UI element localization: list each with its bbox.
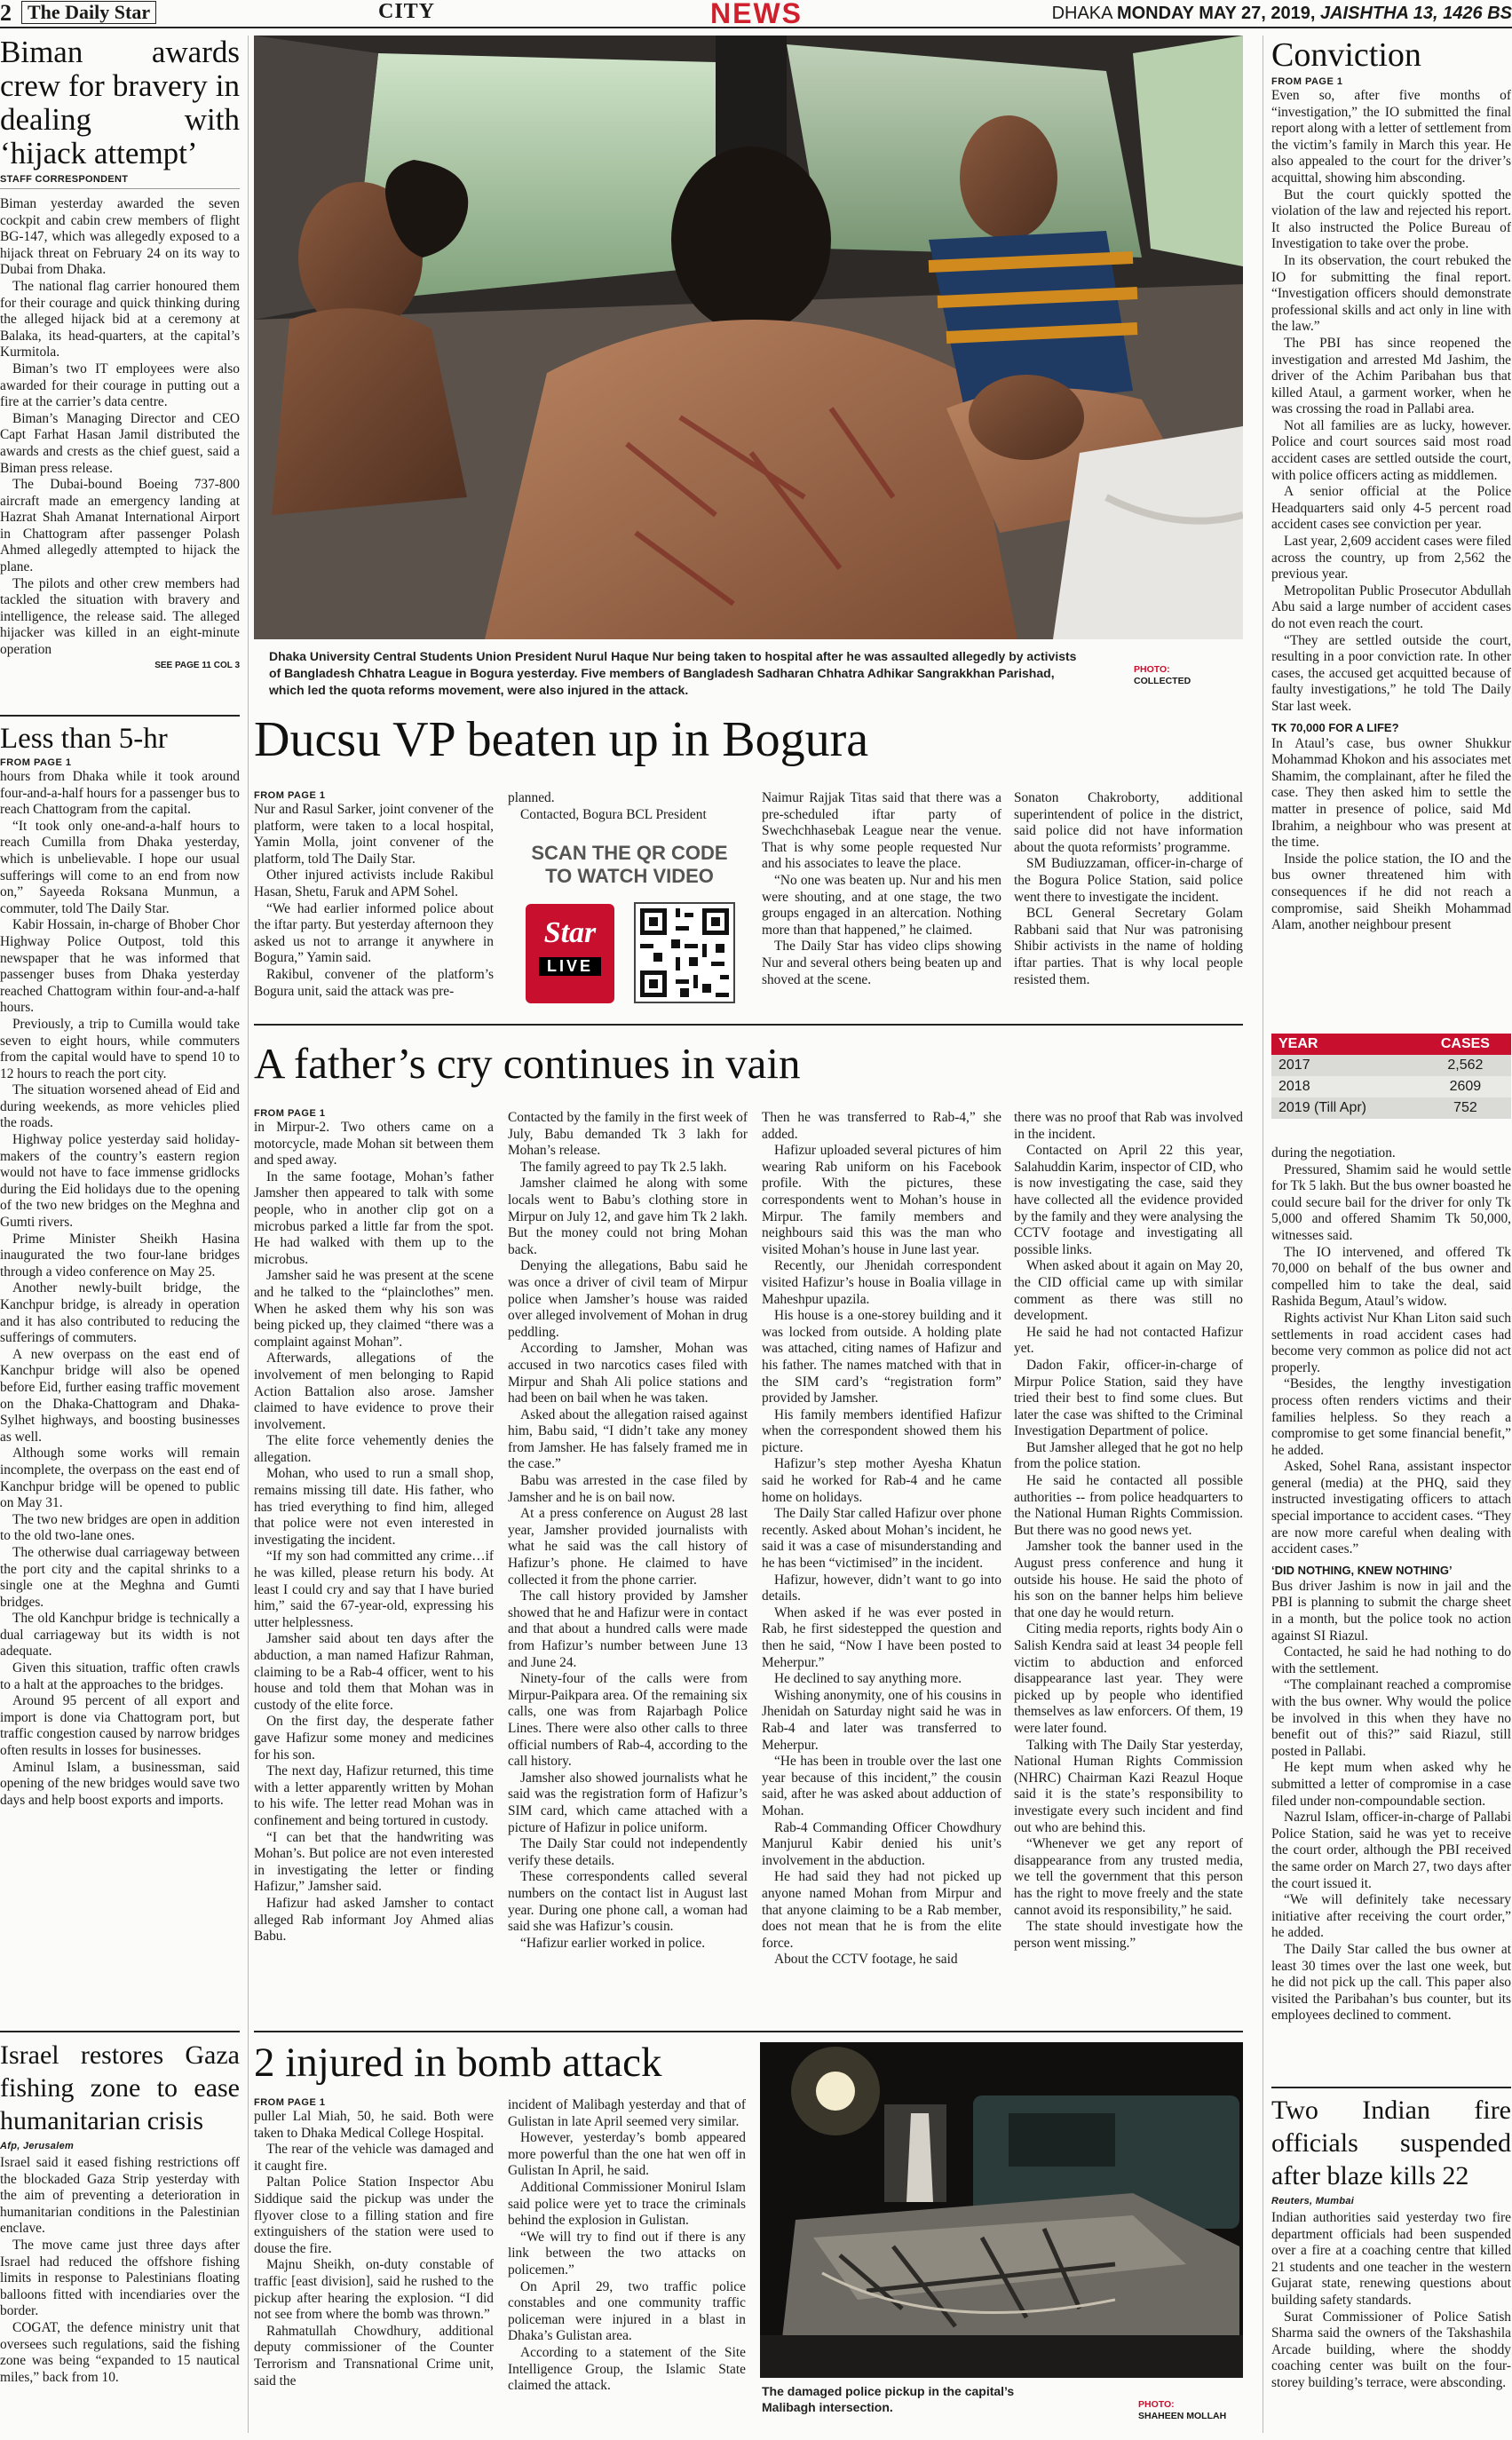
from-page-label: FROM PAGE 1 — [0, 757, 72, 768]
father-paragraph: in Mirpur-2. Two others came on a motorcycle, made Mohan sit between them and sped away. — [254, 1120, 494, 1169]
father-paragraph: His house is a one-storey building and it was locked from outside. A holding plate was attached, citing names of Hafizur and his father. The names matched with that in the SIM card’s “registration form” provided by Jamsher. — [762, 1308, 1001, 1406]
table-cell-year: 2017 — [1271, 1055, 1420, 1076]
father-paragraph: Jamsher took the banner used in the August press conference and hung it outside his house. He said the photo of his son on the banner helps him believe that one day he would return. — [1014, 1539, 1243, 1620]
father-paragraph: “Whenever we get any report of disappearance from any trusted media, we tell the government that this person has the right to move freely and the state cannot avoid its responsibility,” he said. — [1014, 1836, 1243, 1918]
column-divider — [248, 36, 249, 2433]
conviction-paragraph: The IO intervened, and offered Tk 70,000 on behalf of the bus owner and compelled him to take the deal, said Rashida Begum, Ataul’s widow. — [1271, 1244, 1511, 1310]
conviction-paragraph: “They are settled outside the court, resulting in a poor conviction rate. In other cases, the accused get acquitted because of faulty investigations,” he told The Daily Star last week. — [1271, 632, 1511, 714]
conviction-paragraph: Pressured, Shamim said he would settle for Tk 5 lakh. But the bus owner boasted he could secure bail for the driver for only Tk 5,000 and offered Shamim Tk 50,000, witnesses said. — [1271, 1161, 1511, 1243]
conviction-paragraph: In Ataul’s case, bus owner Shukkur Mohammad Khokon and his associates met Shamim, the complainant, after he filed the case. They then asked him to settle the matter in presence of police, said Md Ibrahim, a neighbour who was present at the time. — [1271, 735, 1511, 851]
qr-code-icon[interactable] — [634, 902, 735, 1003]
bomb-photo-caption: The damaged police pickup in the capital’s Malibagh intersection. — [762, 2384, 1015, 2414]
lead-paragraph: Nur and Rasul Sarker, joint convener of the platform, were taken to a local hospital, Yamin Molla, joint convener of the platform, told The Daily Star. — [254, 802, 494, 867]
father-paragraph: Jamsher claimed he along with some locals went to Babu’s clothing store in Mirpur on July 12, and gave him Tk 2 lakh. But the money could not bring Mohan back. — [508, 1176, 748, 1257]
father-paragraph: Jamsher said he was present at the scene and he talked to the “plainclothes” men. When he asked them why his son was being picked up, they claimed “there was a complaint against Mohan”. — [254, 1268, 494, 1350]
father-paragraph: The Daily Star could not independently verify these details. — [508, 1836, 748, 1868]
father-paragraph: “If my son had committed any crime…if he was killed, please return his body. At least I could cry and say that I have buried him,” said the 67-year-old, expressing his utter helplessness. — [254, 1549, 494, 1630]
lessthan-paragraph: hours from Dhaka while it took around four-and-a-half hours for a passenger bus to reach Chattogram from the capital. — [0, 769, 240, 818]
biman-headline: Biman awards crew for bravery in dealing with ‘hijack attempt’ — [0, 36, 240, 170]
father-paragraph: “Hafizur earlier worked in police. — [520, 1935, 706, 1951]
accident-cases-table — [1271, 1034, 1511, 1119]
table-cell-cases: 2,562 — [1420, 1055, 1511, 1076]
lead-paragraph: BCL General Secretary Golam Rabbani said that Nur was patronising Shibir activists in the name of holding iftar parties. That is why local people resisted them. — [1014, 906, 1243, 987]
bomb-paragraph: According to a statement of the Site Intelligence Group, the Islamic State claimed the attack. — [508, 2344, 746, 2394]
damaged-pickup-photo — [760, 2042, 1243, 2378]
israel-byline: Afp, Jerusalem — [0, 2141, 75, 2151]
page-header — [0, 0, 1512, 28]
father-paragraph: Denying the allegations, Babu said he was once a driver of civil team of Mirpur police when Jamsher’s house was raided over alleged involvement of Mohan in drug peddling. — [508, 1258, 748, 1340]
bomb-headline: 2 injured in bomb attack — [254, 2040, 662, 2086]
father-paragraph: there was no proof that Rab was involved in the incident. — [1014, 1110, 1243, 1142]
lessthan-paragraph: The two new bridges are open in addition to the old two-lane ones. — [0, 1511, 240, 1544]
father-headline: A father’s cry continues in vain — [254, 1039, 801, 1088]
father-paragraph: Hafizur, however, didn’t want to go into details. — [762, 1572, 1001, 1604]
father-paragraph: Then he was transferred to Rab-4,” she added. — [762, 1110, 1001, 1142]
india-story — [1271, 2094, 1511, 2436]
father-paragraph: In the same footage, Mohan’s father Jamsher then appeared to talk with some people, who in another clip got on a microbus parked a little far from the spot. He had walked with them up to the microbus. — [254, 1169, 494, 1267]
table-row — [1271, 1055, 1511, 1076]
father-paragraph: The elite force vehemently denies the allegation. — [254, 1433, 494, 1465]
father-paragraph: Rab-4 Commanding Officer Chowdhury Manjurul Kabir denied his unit’s involvement in the abduction. — [762, 1819, 1001, 1868]
bomb-paragraph: Additional Commissioner Monirul Islam said police were yet to trace the criminals behind the explosion in Gulistan. — [508, 2179, 746, 2229]
israel-story — [0, 2039, 240, 2436]
lead-column-2 — [508, 790, 748, 835]
conviction-story-continued — [1271, 1145, 1511, 2083]
table-row — [1271, 1076, 1511, 1097]
father-paragraph: When asked if he was ever posted in Rab, he first sidestepped the question and then he said, “Now I have been posted to Meherpur.” — [762, 1604, 1001, 1670]
assault-victim-photo — [254, 36, 1243, 639]
divider — [0, 2031, 240, 2032]
father-paragraph: The call history provided by Jamsher showed that he and Hafizur were in contact and that about a hundred calls were made from Hafizur’s number between June 13 and June 24. — [508, 1588, 748, 1670]
father-paragraph: But Jamsher alleged that he got no help from the police station. — [1014, 1439, 1243, 1472]
conviction-paragraph: Asked, Sohel Rana, assistant inspector general (media) at the PHQ, said they instructed investigating officers to attach special importance to accident cases. “They are now more careful when dealing with accident cases.” — [1271, 1459, 1511, 1557]
cases-table — [1271, 1034, 1511, 1119]
conviction-paragraph: Contacted, he said he had nothing to do with the settlement. — [1271, 1644, 1511, 1676]
from-page-label: FROM PAGE 1 — [254, 1108, 326, 1119]
table-header-cases: CASES — [1420, 1034, 1511, 1055]
bomb-paragraph: Paltan Police Station Inspector Abu Siddique said the pickup was under the flyover close to a filling station and fire extinguishers of the station were used to douse the fire. — [254, 2175, 494, 2256]
conviction-paragraph: Not all families are as lucky, however. Police and court sources said most road accident cases are settled outside the court, with police officers acting as middlemen. — [1271, 417, 1511, 483]
lessthan-paragraph: Prime Minister Sheikh Hasina inaugurated the two four-lane bridges through a video conference on May 25. — [0, 1231, 240, 1279]
father-paragraph: He said he contacted all possible authorities -- from police headquarters to the National Human Rights Commission. But there was no good news yet. — [1014, 1473, 1243, 1538]
conviction-paragraph: In its observation, the court rebuked the IO for submitting the final report. “Investigation officers should demonstrate professional skills and act only in line with the law.” — [1271, 252, 1511, 335]
from-page-label: FROM PAGE 1 — [1271, 76, 1343, 87]
bomb-paragraph: “We will try to find out if there is any link between the two attacks on policemen.” — [508, 2229, 746, 2278]
conviction-paragraph: during the negotiation. — [1271, 1145, 1396, 1161]
bomb-paragraph: However, yesterday’s bomb appeared more powerful than the one hat wen off in Gulistan In April, he said. — [508, 2130, 746, 2179]
biman-paragraph: Biman’s two IT employees were also awarded for their courage in putting out a fire at the carrier’s data centre. — [0, 360, 240, 410]
biman-paragraph: Biman yesterday awarded the seven cockpit and cabin crew members of flight BG-147, which was allegedly exposed to a hijack threat on February 24 on its way to Dubai from Dhaka. — [0, 196, 240, 278]
father-paragraph: Ninety-four of the calls were from Mirpur-Paikpara area. Of the remaining six calls, one was from Rajarbagh Police Lines. There were also other calls to three official numbers of Rab-4, according to the call history. — [508, 1671, 748, 1770]
bomb-paragraph: On April 29, two traffic police constables and one community traffic policeman were injured in a blast in Dhaka’s Gulistan area. — [508, 2278, 746, 2344]
lead-column-3 — [762, 790, 1001, 1012]
conviction-paragraph: “We will definitely take necessary initiative after receiving the court order,” he added. — [1271, 1892, 1511, 1941]
divider — [254, 1024, 1243, 1026]
conviction-headline: Conviction — [1271, 36, 1421, 74]
father-paragraph: Contacted on April 22 this year, Salahuddin Karim, inspector of CID, who is now investigating the case, said they have collected all the evidence provided by the family and they were analysing the CCTV footage and investigating all possible links. — [1014, 1143, 1243, 1257]
qr-video-promo[interactable] — [519, 842, 740, 1010]
lessthan-story — [0, 722, 240, 2011]
table-cell-year: 2018 — [1271, 1076, 1420, 1097]
father-paragraph: These correspondents called several numbers on the contact list in August last year. During one phone call, a woman had said she was Hafizur’s cousin. — [508, 1869, 748, 1935]
conviction-paragraph: Bus driver Jashim is now in jail and the PBI is planning to submit the charge sheet in a month, but the police took no action against SI Riazul. — [1271, 1578, 1511, 1644]
divider — [0, 715, 240, 717]
father-paragraph: The Daily Star called Hafizur over phone recently. Asked about Mohan’s incident, he said it was a case of misunderstanding and he has been “victimised” in the incident. — [762, 1506, 1001, 1572]
bomb-column-1 — [254, 2095, 494, 2436]
lead-column-1 — [254, 788, 494, 1010]
lead-paragraph: Contacted, Bogura BCL President — [520, 806, 707, 822]
divider — [254, 2031, 1243, 2032]
father-paragraph: About the CCTV footage, he said — [774, 1952, 958, 1968]
father-paragraph: Jamsher also showed journalists what he said was the registration form of Hafizur’s SIM card, which came attached with a picture of Hafizur in police uniform. — [508, 1770, 748, 1835]
father-paragraph: Recently, our Jhenidah correspondent visited Hafizur’s house in Boalia village in Maheshpur upazila. — [762, 1258, 1001, 1307]
conviction-paragraph: Rights activist Nur Khan Liton said such settlements in road accident cases had become very common as police did not act properly. — [1271, 1310, 1511, 1375]
lead-paragraph: Sonaton Chakroborty, additional superintendent of police in the district, said police did not have information about the quota reformists’ programme. — [1014, 790, 1243, 855]
bomb-paragraph: incident of Malibagh yesterday and that of Gulistan in late April seemed very similar. — [508, 2097, 746, 2129]
lead-column-4 — [1014, 790, 1243, 1012]
israel-paragraph: COGAT, the defence ministry unit that oversees such regulations, said the fishing zone was being “expanded to 15 nautical miles,” back from 10. — [0, 2319, 240, 2385]
conviction-paragraph: “The complainant reached a compromise with the bus owner. Why would the police be involved in this when they have no benefit out of this?” said Riazul, still posted in Pallabi. — [1271, 1677, 1511, 1759]
lead-photo-caption: Dhaka University Central Students Union President Nurul Haque Nur being taken to hospital after he was assaulted allegedly by activists of Bangladesh Chhatra League in Bogura yesterday. Five members of Bangladesh Sadharan Chhatra Adhikar Sangrakkhan Parishad, which led the quota reforms movement, were also injured in the attack. — [269, 649, 1077, 697]
israel-paragraph: The move came just three days after Israel had reduced the offshore fishing limits in response to Palestinians floating balloons fitted with incendiaries over the border. — [0, 2237, 240, 2319]
from-page-label: FROM PAGE 1 — [254, 790, 326, 801]
bomb-photo — [760, 2042, 1243, 2378]
lead-paragraph: Rakibul, convener of the platform’s Bogura unit, said the attack was pre- — [254, 966, 494, 999]
jump-line: SEE PAGE 11 COL 3 — [154, 660, 240, 670]
section-label: CITY — [378, 0, 436, 23]
qr-title: SCAN THE QR CODE TO WATCH VIDEO — [531, 842, 728, 887]
father-paragraph: On the first day, the desperate father gave Hafizur some money and medicines for his son. — [254, 1714, 494, 1763]
father-paragraph: Hafizur’s step mother Ayesha Khatun said he worked for Rab-4 and he came home on holidays. — [762, 1456, 1001, 1505]
father-column-2 — [508, 1110, 748, 2010]
conviction-subhead: TK 70,000 FOR A LIFE? — [1271, 720, 1399, 734]
lessthan-paragraph: “It took only one-and-a-half hours to reach Cumilla from Dhaka yesterday, which is unbelievable. I hope our usual sufferings will come to an end from now on,” Sayeeda Roksana Munmun, a commuter, told The Daily Star. — [0, 818, 240, 916]
biman-story — [0, 36, 240, 710]
biman-paragraph: The Dubai-bound Boeing 737-800 aircraft made an emergency landing at Hazrat Shah Amanat International Airport in Chattogram after passenger Polash Ahmed allegedly attempted to hijack the plane. — [0, 477, 240, 575]
father-paragraph: “I can bet that the handwriting was Mohan’s. But police are not even interested in investigating the letter or finding Hafizur,” Jamsher said. — [254, 1829, 494, 1895]
lead-photo — [254, 36, 1243, 639]
live-badge: LIVE — [539, 957, 601, 976]
conviction-subhead: ‘DID NOTHING, KNEW NOTHING’ — [1271, 1563, 1453, 1577]
bomb-paragraph: Rahmatullah Chowdhury, additional deputy commissioner of the Counter Terrorism and Transnational Crime unit, said the — [254, 2323, 494, 2389]
lead-photo-credit — [1134, 664, 1231, 687]
israel-paragraph: Israel said it eased fishing restrictions off the blockaded Gaza Strip yesterday with the aim of preventing a deterioration in humanitarian conditions in the Palestinian enclave. — [0, 2155, 240, 2237]
conviction-paragraph: He kept mum when asked why he submitted a letter of compromise in a case filed under non-compoundable section. — [1271, 1760, 1511, 1809]
conviction-paragraph: Last year, 2,609 accident cases were filed across the country, up from 2,562 the previous year. — [1271, 534, 1511, 582]
conviction-paragraph: Metropolitan Public Prosecutor Abdullah Abu said a large number of accident cases do not even reach the court. — [1271, 582, 1511, 631]
lead-paragraph: “No one was beaten up. Nur and his men were shouting, and at one stage, the two groups engaged in an altercation. Nothing more than that happened,” he claimed. — [762, 872, 1001, 938]
photo-credit: SHAHEEN MOLLAH — [1138, 2411, 1227, 2421]
biman-paragraph: The national flag carrier honoured them for their courage and quick thinking during the alleged hijack bid at a ceremony at Balaka, its head-quarters, at the capital’s Kurmitola. — [0, 278, 240, 360]
lessthan-paragraph: The old Kanchpur bridge is technically a dual carriageway but its width is not adequate. — [0, 1611, 240, 1660]
father-paragraph: Mohan, who used to run a small shop, remains missing till date. His father, who has tried everything to find him, alleged that police were not even interested in investigating the incident. — [254, 1466, 494, 1548]
father-paragraph: The family agreed to pay Tk 2.5 lakh. — [520, 1159, 727, 1175]
father-paragraph: Dadon Fakir, officer-in-charge of Mirpur Police Station, said they have tried their best to find some clues. But later the case was shifted to the Criminal Investigation Department of police. — [1014, 1357, 1243, 1439]
dateline-bangla: JAISHTHA 13, 1426 BS — [1319, 4, 1512, 23]
biman-paragraph: The pilots and other crew members had tackled the situation with bravery and intelligence, the release said. The alleged hijacker was killed in an eight-minute operation — [0, 575, 240, 658]
lessthan-paragraph: Aminul Islam, a businessman, said opening of the new bridges would save two days and help boost exports and imports. — [0, 1759, 240, 1808]
divider — [1271, 2087, 1511, 2088]
father-paragraph: Talking with The Daily Star yesterday, National Human Rights Commission (NHRC) Chairman Kazi Reazul Hoque said it is the state’s responsibility to investigate every such incident and find out who are behind this. — [1014, 1737, 1243, 1835]
conviction-paragraph: The Daily Star called the bus owner at least 30 times over the last one week, but he did not pick up the call. This paper also visited the Paribahan’s bus counter, but its employees declined to comment. — [1271, 1941, 1511, 2024]
india-paragraph: Indian authorities said yesterday two fire department officials had been suspended over a fire at a coaching centre that killed 21 students and one teacher in the western Gujarat state, renewing questions about building safety standards. — [1271, 2210, 1511, 2308]
lessthan-paragraph: Highway police yesterday said holiday-makers of the country’s eastern region would not have to face immense gridlocks during the Eid holidays due to the opening of the two new bridges on the Meghna and Gumti rivers. — [0, 1132, 240, 1231]
lead-paragraph: Naimur Rajjak Titas said that there was a pre-scheduled iftar party of Swechchhasebak League near the venue. That is why some people requested Nur and his associates to leave the place. — [762, 790, 1001, 872]
lead-paragraph: Other injured activists include Rakibul Hasan, Shetu, Faruk and APM Sohel. — [254, 867, 494, 899]
father-paragraph: Babu was arrested in the case filed by Jamsher and he is on bail now. — [508, 1473, 748, 1505]
photo-credit: COLLECTED — [1134, 676, 1191, 686]
father-paragraph: He declined to say anything more. — [774, 1671, 962, 1687]
father-paragraph: “He has been in trouble over the last one year because of this incident,” the cousin said, after he was asked about adduction of Mohan. — [762, 1754, 1001, 1818]
dateline-city: DHAKA — [1051, 4, 1112, 23]
india-byline: Reuters, Mumbai — [1271, 2196, 1355, 2206]
table-cell-cases: 2609 — [1420, 1076, 1511, 1097]
dateline — [1052, 4, 1512, 24]
section-banner: NEWS — [710, 0, 803, 29]
father-paragraph: He had said they had not picked up anyone named Mohan from Mirpur and that anyone claiming to be a Rab member, does not mean that he is from the elite force. — [762, 1869, 1001, 1951]
lessthan-paragraph: Given this situation, traffic often crawls to a halt at the approaches to the bridges. — [0, 1660, 240, 1692]
father-paragraph: The state should investigate how the person went missing.” — [1014, 1919, 1243, 1951]
india-paragraph: Surat Commissioner of Police Satish Sharma said the owners of the Takshashila Arcade building, where the shoddy coaching center was built on the four-storey building’s terrace, were absconding. — [1271, 2309, 1511, 2390]
star-logo-text: Star — [543, 916, 597, 949]
father-paragraph: Contacted by the family in the first week of July, Babu demanded Tk 3 lakh for Mohan’s release. — [508, 1110, 748, 1159]
bomb-column-2 — [508, 2097, 746, 2436]
father-paragraph: The next day, Hafizur returned, this time with a letter apparently written by Mohan to his wife. The letter read Mohan was in confinement and being tortured in custody. — [254, 1763, 494, 1828]
conviction-paragraph: Even so, after five months of “investigation,” the IO submitted the final report along with a letter of settlement from the victim’s family in March this year. He also appealed to the court for the driver’s acquittal, showing him absconding. — [1271, 88, 1511, 186]
page-number: 2 — [0, 0, 12, 26]
lessthan-paragraph: Previously, a trip to Cumilla would take seven to eight hours, while commuters from the capital would have to spend 10 to 12 hours to reach the port city. — [0, 1016, 240, 1081]
lessthan-paragraph: Around 95 percent of all export and import is done via Chattogram port, but traffic congestion caused by narrow bridges often results in losses for businesses. — [0, 1693, 240, 1759]
lessthan-paragraph: Although some works will remain incomplete, the overpass on the east end of Kanchpur bridge will be opened to public on May 31. — [0, 1446, 240, 1511]
india-headline: Two Indian fire officials suspended after blaze kills 22 — [1271, 2095, 1511, 2190]
bomb-paragraph: puller Lal Miah, 50, he said. Both were taken to Dhaka Medical College Hospital. — [254, 2109, 494, 2141]
father-paragraph: His family members identified Hafizur when the correspondent showed them his picture. — [762, 1406, 1001, 1455]
masthead-logo: The Daily Star — [21, 1, 156, 24]
bomb-photo-credit — [1138, 2399, 1243, 2422]
father-paragraph: Afterwards, allegations of the involvement of men belonging to Rapid Action Battalion also arose. Jamsher claimed to have evidence to prove their involvement. — [254, 1351, 494, 1432]
conviction-story — [1271, 36, 1511, 1030]
father-paragraph: At a press conference on August 28 last year, Jamsher provided journalists with what he said was the call history of Hafizur’s phone. He claimed to have collected it from the phone carrier. — [508, 1506, 748, 1588]
star-live-logo — [526, 904, 614, 1003]
conviction-paragraph: But the court quickly spotted the violation of the law and rejected his report. It also instructed the Police Bureau of Investigation to take over the probe. — [1271, 186, 1511, 252]
father-paragraph: Wishing anonymity, one of his cousins in Jhenidah on Saturday night said he was in Rab-4 and later was transferred to Meherpur. — [762, 1687, 1001, 1753]
conviction-paragraph: “Besides, the lengthy investigation process often renders victims and their families helpless. So they reach a compromise to get some financial benefit,” he added. — [1271, 1376, 1511, 1458]
lead-paragraph: The Daily Star has video clips showing Nur and several others being beaten up and shoved at the scene. — [762, 939, 1001, 987]
father-paragraph: Citing media reports, rights body Ain o Salish Kendra said at least 34 people fell victim to abduction and enforced disappearance last year. They were picked up by people who identified themselves as law enforcers. Of them, 19 were later found. — [1014, 1621, 1243, 1736]
lead-paragraph: SM Budiuzzaman, officer-in-charge of the Bogura Police Station, said police went there to investigate the incident. — [1014, 856, 1243, 905]
conviction-paragraph: The PBI has since reopened the investigation and arrested Md Jashim, the driver of the Achim Paribahan bus that killed Ataul, a garment worker, when he was crossing the road in Pallabi area. — [1271, 335, 1511, 417]
photo-label: PHOTO: — [1138, 2399, 1175, 2410]
conviction-paragraph: Nazrul Islam, officer-in-charge of Pallabi Police Station, said he was yet to receive the court order, although the PBI received the same order on March 27, two days after the court issued it. — [1271, 1810, 1511, 1891]
lessthan-paragraph: A new overpass on the east end of Kanchpur bridge will also be opened before Eid, further easing traffic movement on the Dhaka-Chattogram and Dhaka-Sylhet highways, and boosting businesses as well. — [0, 1346, 240, 1445]
from-page-label: FROM PAGE 1 — [254, 2097, 326, 2108]
lessthan-headline: Less than 5-hr — [0, 723, 168, 755]
father-column-3 — [762, 1110, 1001, 2010]
lead-paragraph: “We had earlier informed police about the iftar party. But yesterday afternoon they asked us not to arrange it anywhere in Bogura,” Yamin said. — [254, 900, 494, 966]
father-column-4 — [1014, 1110, 1243, 2010]
lead-paragraph: planned. — [508, 790, 555, 805]
father-paragraph: Jamsher said about ten days after the abduction, a man named Hafizur Rahman, claiming to be a Rab-4 officer, went to his house and told them that Mohan was in custody of the elite force. — [254, 1631, 494, 1713]
table-cell-year: 2019 (Till Apr) — [1271, 1097, 1420, 1119]
father-paragraph: He said he had not contacted Hafizur yet. — [1014, 1324, 1243, 1357]
biman-byline: STAFF CORRESPONDENT — [0, 174, 129, 185]
lessthan-paragraph: The situation worsened ahead of Eid and during weekends, as more vehicles plied the roads. — [0, 1082, 240, 1131]
table-row — [1271, 1097, 1511, 1119]
conviction-paragraph: Inside the police station, the IO and the bus owner threatened him with consequences if he did not reach a compromise, said Sheikh Mohammad Alam, another neighbour present — [1271, 851, 1511, 933]
father-paragraph: Hafizur uploaded several pictures of him wearing Rab uniform on his Facebook profile. With the pictures, these correspondents went to Mohan’s house in Mirpur. The family members and neighbours said this was the man who visited Mohan’s house in June last year. — [762, 1143, 1001, 1257]
bomb-paragraph: Majnu Sheikh, on-duty constable of traffic [east division], said he rushed to the pickup after hearing the explosion. “I did not see from where the bomb was thrown.” — [254, 2257, 494, 2323]
dateline-date: MONDAY MAY 27, 2019, — [1116, 4, 1316, 23]
father-paragraph: When asked about it again on May 20, the CID official came up with similar comment as there was still no development. — [1014, 1258, 1243, 1324]
bomb-paragraph: The rear of the vehicle was damaged and it caught fire. — [254, 2142, 494, 2174]
biman-paragraph: Biman’s Managing Director and CEO Capt Farhat Hasan Jamil distributed the awards and crests as the chief guest, said a Biman press release. — [0, 410, 240, 476]
photo-label: PHOTO: — [1134, 664, 1170, 675]
conviction-paragraph: A senior official at the Police Headquarters said only 4-5 percent road accident cases see conviction per year. — [1271, 484, 1511, 533]
father-paragraph: Hafizur had asked Jamsher to contact alleged Rab informant Joy Ahmed alias Babu. — [254, 1895, 494, 1945]
lessthan-paragraph: Another newly-built bridge, the Kanchpur bridge, is already in operation and it has also contributed to reducing the sufferings of commuters. — [0, 1280, 240, 1346]
lead-headline: Ducsu VP beaten up in Bogura — [254, 712, 869, 767]
table-header-year: YEAR — [1271, 1034, 1420, 1055]
lessthan-paragraph: Kabir Hossain, in-charge of Bhober Chor Highway Police Outpost, told this newspaper that he was informed that passenger buses from Dhaka yesterday reached Chattogram within four-and-a-half hours. — [0, 917, 240, 1016]
father-paragraph: Asked about the allegation raised against him, Babu said, “I didn’t take any money from Jamsher. He has falsely framed me in the case.” — [508, 1406, 748, 1472]
lessthan-paragraph: The otherwise dual carriageway between the port city and the capital shrinks to a single one at the Meghna and Gumti bridges. — [0, 1544, 240, 1610]
father-paragraph: According to Jamsher, Mohan was accused in two narcotics cases filed with Mirpur and Shah Ali police stations and had been on bail when he was taken. — [508, 1341, 748, 1406]
israel-headline: Israel restores Gaza fishing zone to ease humanitarian crisis — [0, 2040, 240, 2135]
table-cell-cases: 752 — [1420, 1097, 1511, 1119]
father-column-1 — [254, 1106, 494, 2010]
